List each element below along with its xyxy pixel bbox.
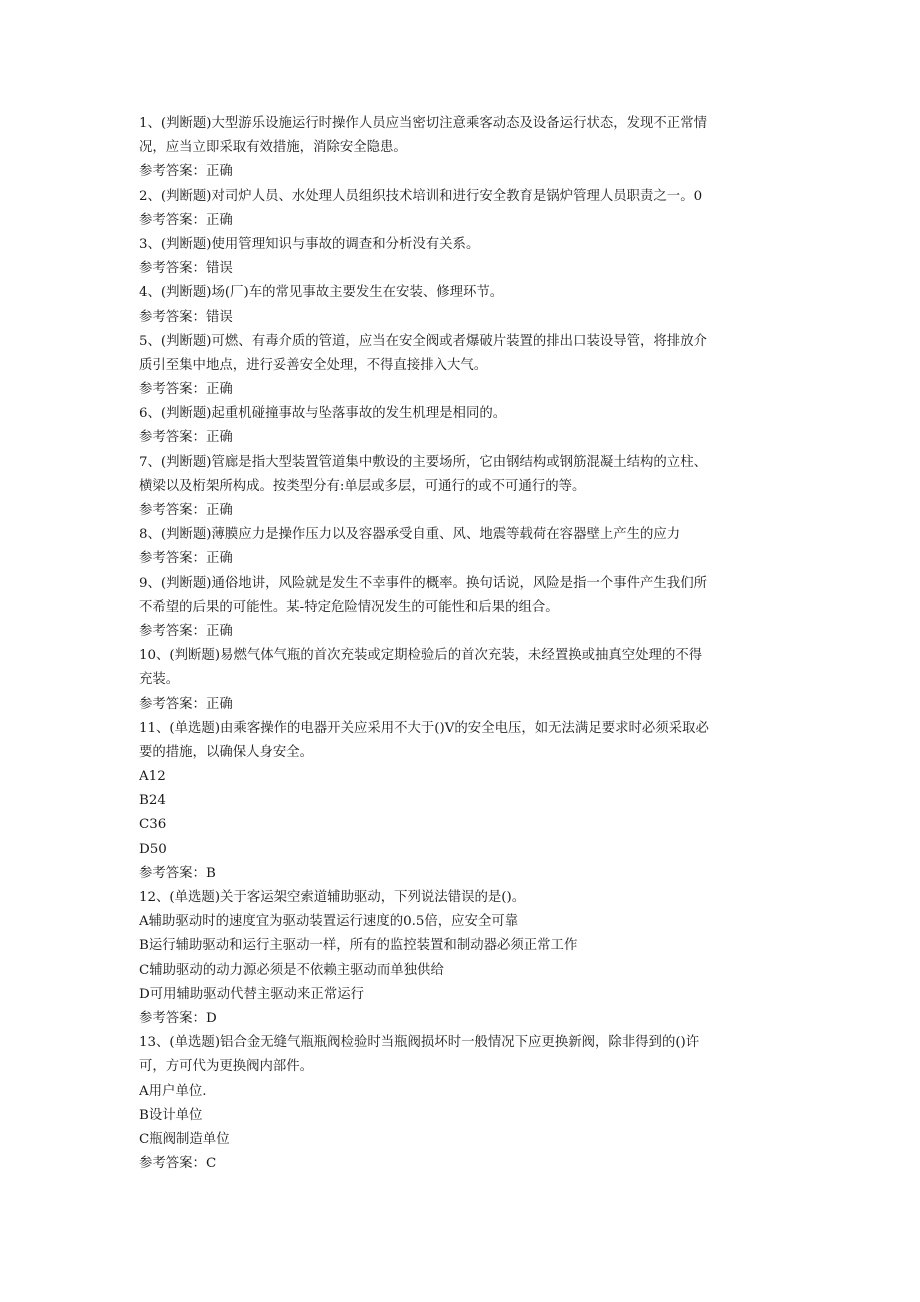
question-7-line-1: 7、(判断题)管廊是指大型装置管道集中敷设的主要场所，它由钢结构或钢筋混凝土结构的立柱、 bbox=[139, 454, 707, 470]
answer-11: 参考答案：B bbox=[139, 865, 216, 881]
question-5-line-2: 质引至集中地点，进行妥善安全处理，不得直接排入大气。 bbox=[139, 357, 488, 373]
answer-13: 参考答案：C bbox=[139, 1156, 217, 1172]
question-11-option-b: B24 bbox=[139, 793, 166, 809]
answer-12: 参考答案：D bbox=[139, 1010, 217, 1026]
answer-2: 参考答案：正确 bbox=[139, 212, 233, 228]
question-13-line-1: 13、(单选题)铝合金无缝气瓶瓶阀检验时当瓶阀损坏时一般情况下应更换新阀，除非得到的()许 bbox=[139, 1035, 700, 1051]
question-13-option-b: B设计单位 bbox=[139, 1107, 203, 1123]
question-1-line-2: 况，应当立即采取有效措施，消除安全隐患。 bbox=[139, 140, 407, 156]
answer-7: 参考答案：正确 bbox=[139, 503, 233, 518]
answer-4: 参考答案：错误 bbox=[139, 309, 233, 325]
question-1-line-1: 1、(判断题)大型游乐设施运行时操作人员应当密切注意乘客动态及设备运行状态，发现不正常情 bbox=[139, 116, 707, 131]
question-9-line-1: 9、(判断题)通俗地讲，风险就是发生不幸事件的概率。换句话说，风险是指一个事件产生我们所 bbox=[139, 575, 707, 591]
question-11-line-2: 要的措施，以确保人身安全。 bbox=[139, 744, 314, 760]
question-13-option-c: C瓶阀制造单位 bbox=[139, 1131, 230, 1147]
answer-5: 参考答案：正确 bbox=[139, 382, 233, 398]
question-10-line-1: 10、(判断题)易燃气体气瓶的首次充装或定期检验后的首次充装，未经置换或抽真空处理的不得 bbox=[139, 648, 703, 664]
question-7-line-2: 横梁以及桁架所构成。按类型分有:单层或多层，可通行的或不可通行的等。 bbox=[139, 478, 586, 494]
question-4-line-1: 4、(判断题)场(厂)车的常见事故主要发生在安装、修理环节。 bbox=[139, 285, 504, 301]
question-9-line-2: 不希望的后果的可能性。某-特定危险情况发生的可能性和后果的组合。 bbox=[139, 599, 559, 615]
question-11-option-d: D50 bbox=[139, 841, 167, 857]
question-12-option-d: D可用辅助驱动代替主驱动来正常运行 bbox=[139, 986, 364, 1002]
question-12-option-a: A辅助驱动时的速度宜为驱动装置运行速度的0.5倍，应安全可靠 bbox=[139, 914, 519, 930]
question-11-line-1: 11、(单选题)由乘客操作的电器开关应采用不大于()V的安全电压，如无法满足要求时必须采取必 bbox=[139, 720, 709, 736]
question-12-option-c: C辅助驱动的动力源必须是不依赖主驱动而单独供给 bbox=[139, 962, 444, 978]
question-5-line-1: 5、(判断题)可燃、有毒介质的管道，应当在安全阀或者爆破片装置的排出口装设导管，将排放介 bbox=[139, 333, 707, 349]
question-13-option-a: A用户单位. bbox=[139, 1083, 207, 1099]
answer-1: 参考答案：正确 bbox=[139, 164, 233, 180]
question-8-line-1: 8、(判断题)薄膜应力是操作压力以及容器承受自重、风、地震等载荷在容器壁上产生的应力 bbox=[139, 527, 681, 543]
answer-10: 参考答案：正确 bbox=[139, 696, 233, 712]
question-13-line-2: 可，方可代为更换阀内部件。 bbox=[139, 1059, 314, 1075]
answer-3: 参考答案：错误 bbox=[139, 261, 233, 277]
question-6-line-1: 6、(判断题)起重机碰撞事故与坠落事故的发生机理是相同的。 bbox=[139, 406, 507, 422]
document-page bbox=[139, 112, 799, 1176]
answer-6: 参考答案：正确 bbox=[139, 430, 233, 446]
question-11-option-a: A12 bbox=[139, 769, 166, 785]
question-11-option-c: C36 bbox=[139, 817, 167, 833]
question-3-line-1: 3、(判断题)使用管理知识与事故的调查和分析没有关系。 bbox=[139, 236, 480, 252]
answer-8: 参考答案：正确 bbox=[139, 551, 233, 567]
answer-9: 参考答案：正确 bbox=[139, 623, 233, 639]
question-2-line-1: 2、(判断题)对司炉人员、水处理人员组织技术培训和进行安全教育是锅炉管理人员职责之一。0 bbox=[139, 188, 703, 204]
question-12-line-1: 12、(单选题)关于客运架空索道辅助驱动，下列说法错误的是()。 bbox=[139, 890, 526, 905]
question-10-line-2: 充装。 bbox=[139, 672, 180, 688]
question-12-option-b: B运行辅助驱动和运行主驱动一样，所有的监控装置和制动器必须正常工作 bbox=[139, 938, 578, 954]
